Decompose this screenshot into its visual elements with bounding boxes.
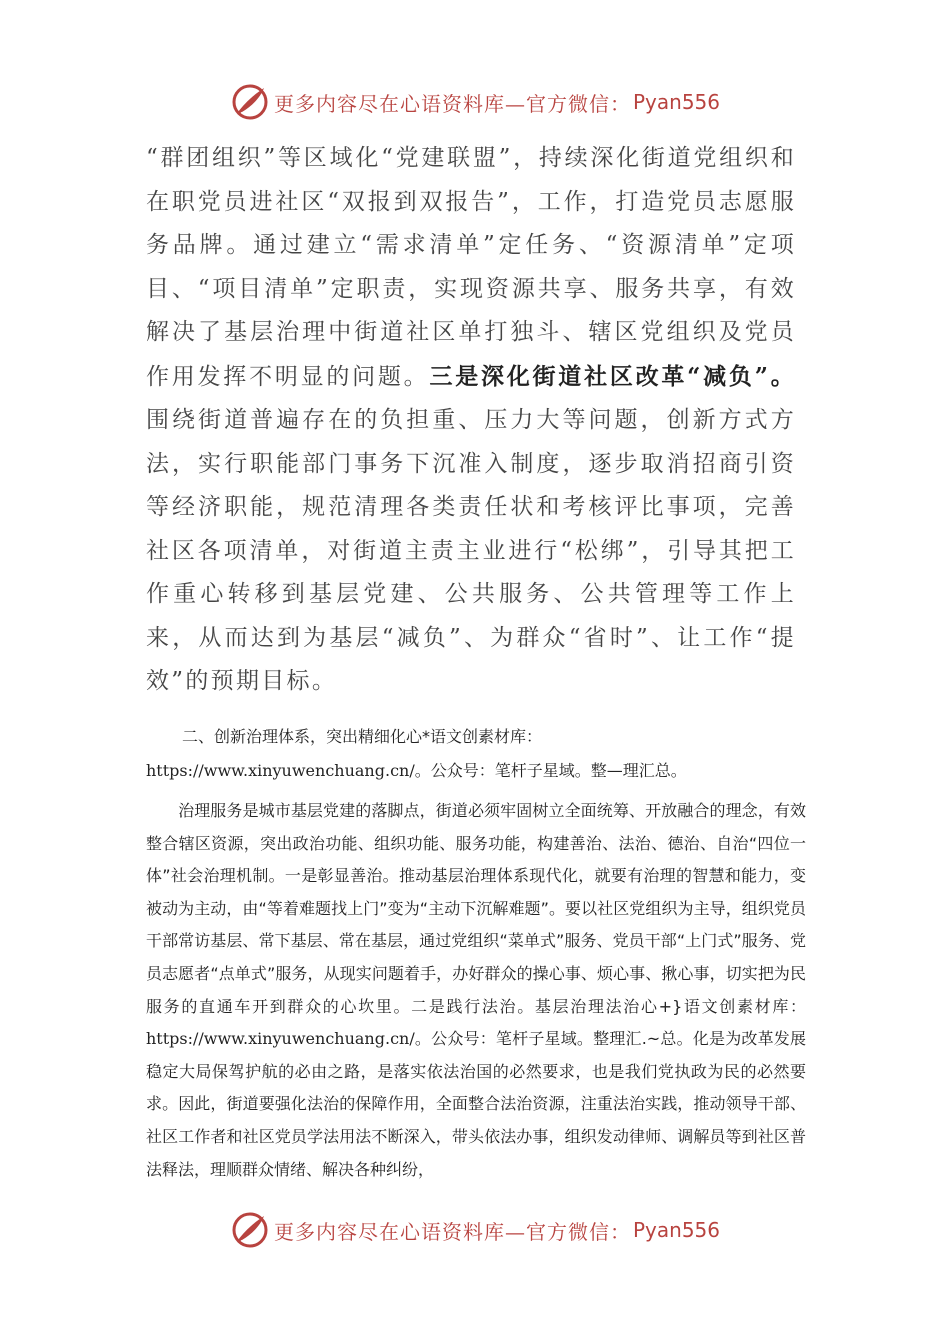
footer-banner [0,1208,950,1252]
body-paragraph-part1: 治理服务是城市基层党建的落脚点，街道必须牢固树立全面统筹、开放融合的理念，有效整合辖区资源，突出政治功能、组织功能、服务功能，构建善治、法治、德治、自治“四位一体”社会治理机制。一是彰显善治。推动基层治理体系现代化，就要有治理的智慧和能力，变被动为主动，由“等着难题找上门”变为“主动下沉解难题”。要以社区党组织为主导，组织党员干部常访基层、常下基层、常在基层，通过党组织“菜单式”服务、党员干部“上门式”服务、党员志愿者“点单式”服务，从现实问题着手，办好群众的操心事、烦心事、揪心事，切实把为民服务的直通车开到群众的心坎里。二是践行法治。基层治理法治心+}语文创素材库： [146,801,806,1016]
section-heading [146,720,806,788]
large-paragraph-bold-heading: 三是深化街道社区改革“减负”。 [429,362,796,390]
large-paragraph [146,137,796,704]
banner-text: 更多内容尽在心语资料库—官方微信： [273,91,631,116]
section-heading-tail: 。公众号：笔杆子星域。整—理汇总。 [414,761,687,780]
section-heading-url: https://www.xinyuwenchuang.cn/ [146,761,415,780]
header-banner [0,80,950,124]
quill-pen-logo-icon [230,1210,270,1250]
body-paragraph-url: https://www.xinyuwenchuang.cn/ [146,1029,415,1049]
quill-pen-logo-icon [230,82,270,122]
section-heading-text: 二、创新治理体系，突出精细化心*语文创素材库： [182,727,543,746]
banner-text: 更多内容尽在心语资料库—官方微信： [273,1219,631,1244]
large-paragraph-part1: “群团组织”等区域化“党建联盟”，持续深化街道党组织和在职党员进社区“双报到双报告”，工作，打造党员志愿服务品牌。通过建立“需求清单”定任务、“资源清单”定项目、“项目清单”定职责，实现资源共享、服务共享，有效解决了基层治理中街道社区单打独斗、辖区党组织及党员作用发挥不明显的问题。 [146,145,796,390]
large-paragraph-part2: 围绕街道普遍存在的负担重、压力大等问题，创新方式方法，实行职能部门事务下沉准入制度，逐步取消招商引资等经济职能，规范清理各类责任状和考核评比事项，完善社区各项清单，对街道主责主业进行“松绑”，引导其把工作重心转移到基层党建、公共服务、公共管理等工作上来，从而达到为基层“减负”、为群众“省时”、让工作“提效”的预期目标。 [146,407,796,694]
wechat-id: Pyan556 [632,1218,720,1242]
wechat-id: Pyan556 [632,90,720,114]
body-paragraph [146,795,806,1186]
body-paragraph-part2: 。公众号：笔杆子星域。整理汇.~总。化是为改革发展稳定大局保驾护航的必由之路，是落实依法治国的必然要求，也是我们党执政为民的必然要求。因此，街道要强化法治的保障作用，全面整合法治资源，注重法治实践，推动领导干部、社区工作者和社区党员学法用法不断深入，带头依法办事，组织发动律师、调解员等到社区普法释法，理顺群众情绪、解决各种纠纷， [146,1029,806,1179]
